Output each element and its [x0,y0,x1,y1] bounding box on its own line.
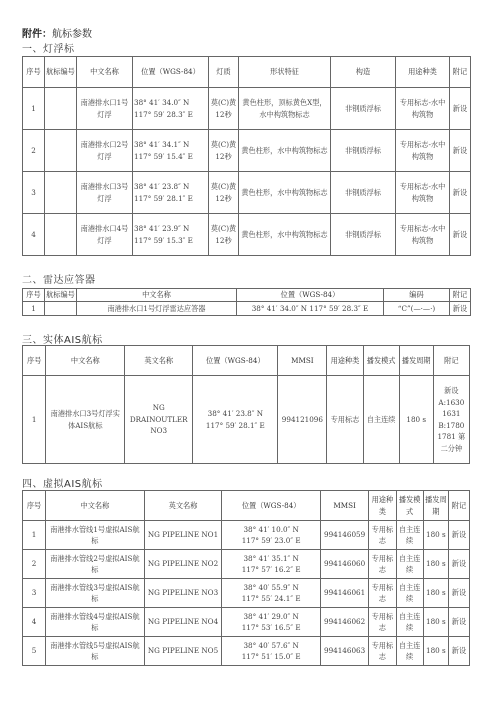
cell-name: 南港排水口2号灯浮 [77,130,133,172]
col-header: 中文名称 [46,346,125,376]
col-header: 位置（WGS-84） [222,491,321,521]
table-row [23,550,470,579]
col-header: 灯质 [209,57,239,88]
cell-position [222,608,321,637]
col-header: 中文名称 [46,491,145,521]
cell-name: 南港排水管线5号虚拟AIS航标 [46,637,145,666]
cell-no: 4 [23,608,46,637]
cell-position [193,376,278,464]
cell-no: 3 [23,172,45,214]
lat: 38° 41′ 34.0″ N [134,98,190,107]
cell-use: 专用标志 [369,579,396,608]
cell-note: 新设 [450,302,471,316]
cell-english-name: NG PIPELINE NO4 [144,608,222,637]
col-header: 附记 [448,491,469,521]
cell-name: 南港排水管线2号虚拟AIS航标 [46,550,145,579]
lon: 117° 57′ 16.2″ E [241,565,301,574]
col-header: 附记 [450,289,471,302]
cell-use: 专用标志 [369,637,396,666]
cell-position [222,550,321,579]
cell-no: 1 [23,302,45,316]
col-header: 用途种类 [369,491,396,521]
cell-code [45,302,77,316]
cell-no: 2 [23,130,45,172]
table-row [23,130,471,172]
cell-no: 1 [23,376,46,464]
cell-mode: 自主连续 [396,579,423,608]
section-heading-light-buoys: 一、灯浮标 [22,44,75,55]
col-header: 中文名称 [77,289,237,302]
cell-build: 非钢质浮标 [331,130,396,172]
cell-period: 180 s [423,521,448,550]
cell-period: 180 s [423,637,448,666]
col-header: 英文名称 [144,491,222,521]
cell-note: 新设 [448,579,469,608]
lon: 117° 59′ 28.3″ E [134,109,193,119]
table-row [23,88,471,130]
cell-name: 南港排水口4号灯浮 [77,214,133,256]
col-header: MMSI [278,346,327,376]
table-header-row [23,289,471,302]
physical-ais-table [22,345,470,464]
cell-english-name: NG PIPELINE NO2 [144,550,222,579]
cell-use: 专用标志 [369,521,396,550]
cell-light: 莫(C)黄12秒 [209,130,239,172]
col-header: 序号 [23,57,45,88]
cell-name: 南港排水口3号灯浮 [77,172,133,214]
cell-use: 专用标志-水中构筑物 [396,214,450,256]
cell-english-name: NG PIPELINE NO3 [144,579,222,608]
lon: 117° 55′ 24.1″ E [241,594,301,603]
cell-coding: “C”(—·—·) [384,302,450,316]
col-header: 中文名称 [77,57,133,88]
col-header: 航标编号 [45,57,77,88]
lat: 38° 41′ 23.8″ N [134,182,190,191]
cell-no: 2 [23,550,46,579]
lon: 117° 51′ 15.0″ E [241,652,301,661]
table-row [23,521,470,550]
cell-build: 非钢质浮标 [331,172,396,214]
cell-name: 南港排水口1号灯浮雷达应答器 [77,302,237,316]
cell-note: 新设 [450,88,471,130]
lon: 117° 53′ 16.5″ E [241,623,301,632]
table-row [23,302,471,316]
cell-note: 新设 [450,130,471,172]
cell-note: 新设 A:1630 1631 B:1780 1781 第二分钟 [433,376,469,464]
cell-english-name: NG PIPELINE NO1 [144,521,222,550]
cell-mode: 自主连续 [396,608,423,637]
col-header: 英文名称 [125,346,193,376]
cell-no: 3 [23,579,46,608]
cell-mmsi: 994146063 [320,637,368,666]
cell-shape: 黄色柱形，顶标黄色X型，水中构筑物标志 [239,88,331,130]
cell-code [45,130,77,172]
lat: 38° 40′ 55.9″ N [243,582,299,592]
table-header-row [23,57,471,88]
lat: 38° 41′ 29.0″ N [243,611,299,621]
lon: 117° 59′ 15.4″ E [134,151,193,161]
cell-position: 38° 41′ 34.0″ N 117° 59′ 28.3″ E [237,302,384,316]
radar-transponder-table [22,288,471,316]
cell-note: 新设 [448,550,469,579]
title-text: 航标参数 [52,29,92,40]
cell-use: 专用标志-水中构筑物 [396,88,450,130]
col-header: 航标编号 [45,289,77,302]
lat: 38° 41′ 10.0″ N [243,524,299,534]
col-header: MMSI [320,491,368,521]
cell-mode: 自主连续 [396,521,423,550]
lat: 38° 41′ 35.1″ N [243,553,299,563]
table-header-row [23,491,470,521]
cell-shape: 黄色柱形，水中构筑物标志 [239,172,331,214]
cell-period: 180 s [423,550,448,579]
cell-mode: 自主连续 [396,550,423,579]
col-header: 位置（WGS-84） [237,289,384,302]
section-heading-radar-transponder: 二、雷达应答器 [22,275,96,286]
col-header: 播发模式 [363,346,399,376]
cell-shape: 黄色柱形，水中构筑物标志 [239,130,331,172]
cell-note: 新设 [448,521,469,550]
cell-shape: 黄色柱形，水中构筑物标志 [239,214,331,256]
table-row [23,214,471,256]
cell-no: 1 [23,88,45,130]
lon: 117° 59′ 28.1″ E [205,420,265,430]
col-header: 构造 [331,57,396,88]
col-header: 位置（WGS-84） [133,57,209,88]
col-header: 播发周期 [423,491,448,521]
lat: 38° 40′ 57.6″ N [243,640,299,650]
cell-mmsi: 994146059 [320,521,368,550]
cell-light: 莫(C)黄12秒 [209,88,239,130]
cell-build: 非钢质浮标 [331,214,396,256]
col-header: 编码 [384,289,450,302]
table-row [23,579,470,608]
cell-english-name: NG DRAINOUTLER NO3 [125,376,193,464]
cell-english-name: NG PIPELINE NO5 [144,637,222,666]
cell-name: 南港排水口3号灯浮实体AIS航标 [46,376,125,464]
col-header: 序号 [23,346,46,376]
lon: 117° 59′ 15.3″ E [134,235,193,245]
cell-code [45,172,77,214]
table-row [23,172,471,214]
cell-build: 非钢质浮标 [331,88,396,130]
cell-position [133,214,209,256]
cell-name: 南港排水管线1号虚拟AIS航标 [46,521,145,550]
table-header-row [23,346,470,376]
col-header: 附记 [450,57,471,88]
virtual-ais-table [22,490,470,666]
col-header: 用途种类 [327,346,363,376]
col-header: 用途种类 [396,57,450,88]
lat: 38° 41′ 34.1″ N [134,140,190,149]
light-buoy-table [22,56,471,256]
cell-period: 180 s [423,579,448,608]
cell-name: 南港排水管线4号虚拟AIS航标 [46,608,145,637]
lat: 38° 41′ 23.8″ N [207,409,264,418]
col-header: 附记 [433,346,469,376]
cell-code [45,88,77,130]
cell-code [45,214,77,256]
cell-use: 专用标志 [327,376,363,464]
lon: 117° 59′ 28.1″ E [134,193,193,203]
cell-mmsi: 994146062 [320,608,368,637]
table-row [23,608,470,637]
col-header: 播发模式 [396,491,423,521]
table-row [23,376,470,464]
cell-no: 1 [23,521,46,550]
cell-use: 专用标志 [369,550,396,579]
cell-mode: 自主连续 [396,637,423,666]
cell-period: 180 s [399,376,433,464]
cell-mmsi: 994146060 [320,550,368,579]
cell-use: 专用标志-水中构筑物 [396,130,450,172]
col-header: 序号 [23,289,45,302]
cell-position [222,579,321,608]
cell-mode: 自主连续 [363,376,399,464]
cell-period: 180 s [423,608,448,637]
cell-no: 5 [23,637,46,666]
document-title [22,25,92,40]
cell-position [222,521,321,550]
cell-name: 南港排水管线3号虚拟AIS航标 [46,579,145,608]
cell-note: 新设 [448,637,469,666]
cell-light: 莫(C)黄12秒 [209,214,239,256]
title-prefix: 附件： [22,29,52,40]
cell-position [133,88,209,130]
cell-position [133,172,209,214]
cell-position [133,130,209,172]
lon: 117° 59′ 23.0″ E [241,536,301,545]
cell-light: 莫(C)黄12秒 [209,172,239,214]
section-heading-physical-ais: 三、实体AIS航标 [22,335,103,346]
lat: 38° 41′ 23.9″ N [134,224,190,233]
cell-note: 新设 [450,214,471,256]
cell-position [222,637,321,666]
cell-use: 专用标志-水中构筑物 [396,172,450,214]
cell-note: 新设 [450,172,471,214]
cell-note: 新设 [448,608,469,637]
col-header: 位置（WGS-84） [193,346,278,376]
cell-use: 专用标志 [369,608,396,637]
cell-mmsi: 994121096 [278,376,327,464]
col-header: 播发周期 [399,346,433,376]
cell-name: 南港排水口1号灯浮 [77,88,133,130]
cell-no: 4 [23,214,45,256]
table-row [23,637,470,666]
cell-mmsi: 994146061 [320,579,368,608]
col-header: 序号 [23,491,46,521]
col-header: 形状特征 [239,57,331,88]
section-heading-virtual-ais: 四、虚拟AIS航标 [22,479,103,490]
